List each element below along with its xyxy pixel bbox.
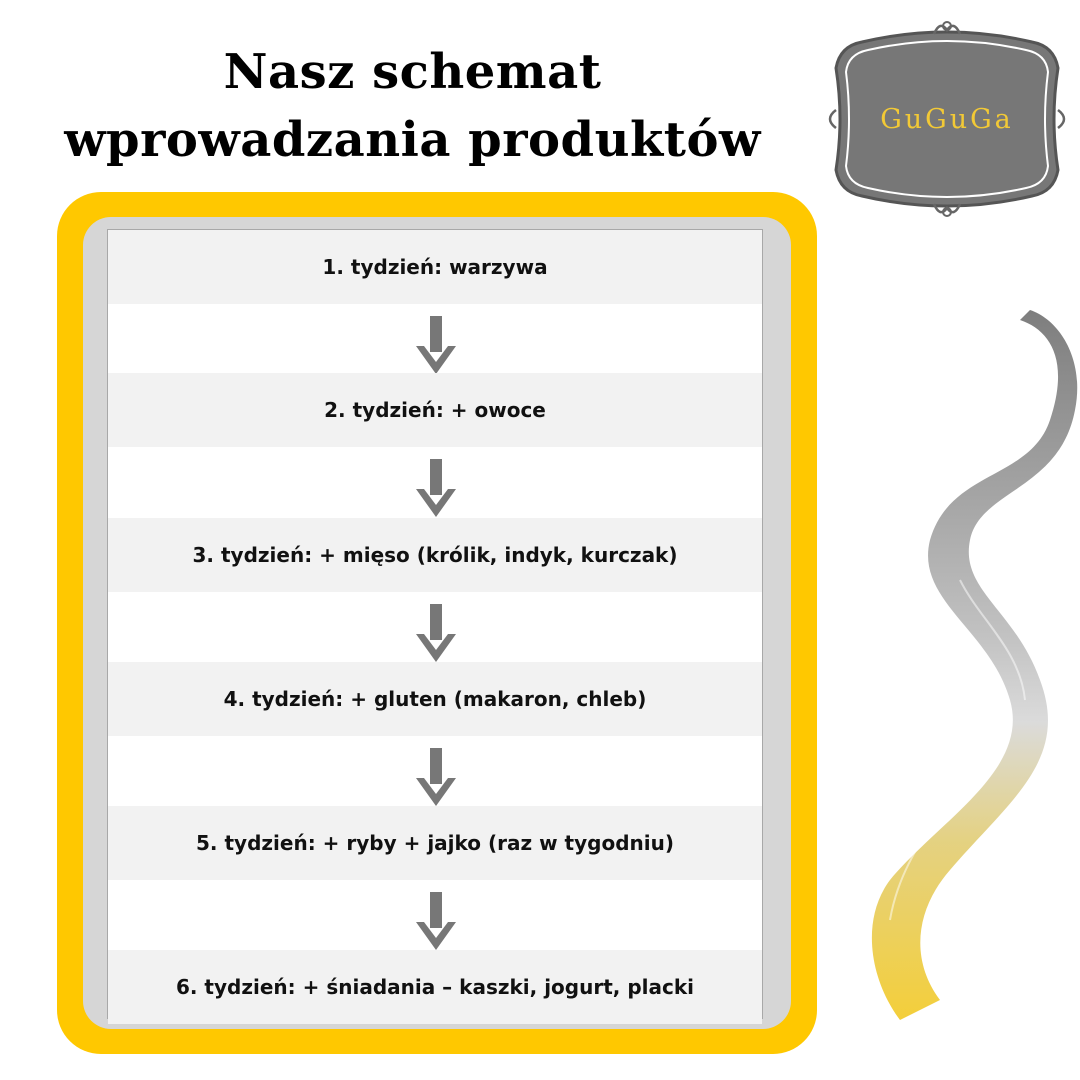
- arrow-down-icon: [414, 892, 458, 952]
- step-label: 2. tydzień: + owoce: [324, 398, 546, 422]
- arrow-down-icon: [414, 748, 458, 808]
- arrow-down-icon: [414, 316, 458, 376]
- step-week-1: [108, 230, 762, 304]
- step-label: 5. tydzień: + ryby + jajko (raz w tygodniu): [196, 831, 674, 855]
- arrow-down-icon: [414, 604, 458, 664]
- logo-text: GuGuGa: [880, 103, 1014, 135]
- yellow-frame: [57, 192, 817, 1054]
- step-label: 1. tydzień: warzywa: [322, 255, 548, 279]
- step-week-6: [108, 950, 762, 1024]
- schedule-sheet: [107, 229, 763, 1019]
- logo-badge: [822, 14, 1072, 224]
- step-week-4: [108, 662, 762, 736]
- gray-panel: [83, 217, 791, 1029]
- arrow-down-icon: [414, 459, 458, 519]
- step-week-3: [108, 518, 762, 592]
- page-title: [0, 38, 825, 174]
- step-week-2: [108, 373, 762, 447]
- brush-stroke-icon: [820, 300, 1080, 1040]
- title-line-1: Nasz schemat: [223, 44, 602, 100]
- step-week-5: [108, 806, 762, 880]
- step-label: 4. tydzień: + gluten (makaron, chleb): [223, 687, 647, 711]
- step-label: 3. tydzień: + mięso (królik, indyk, kurczak): [192, 543, 678, 567]
- step-label: 6. tydzień: + śniadania – kaszki, jogurt, placki: [175, 975, 695, 999]
- title-line-2: wprowadzania produktów: [64, 112, 761, 168]
